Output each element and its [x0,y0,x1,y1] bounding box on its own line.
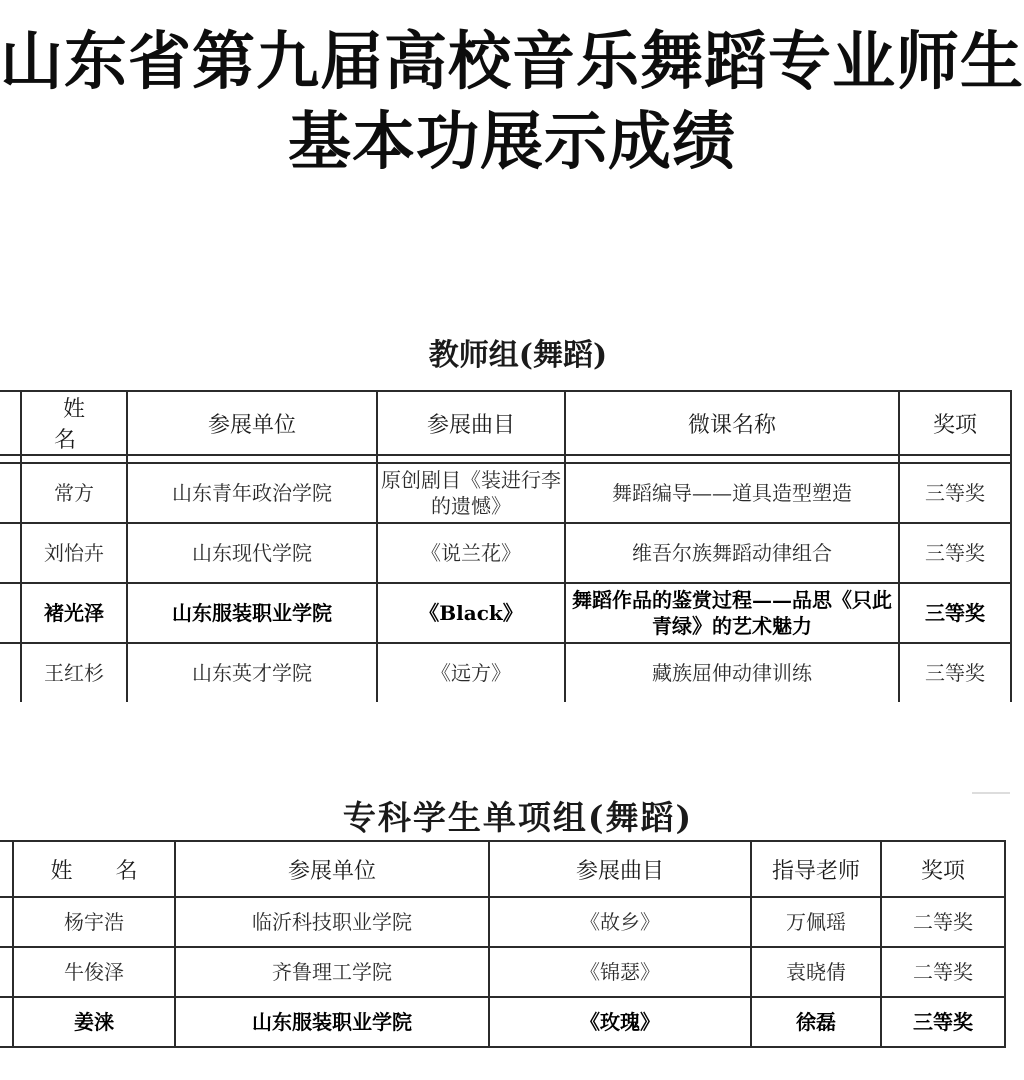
cell-course: 维吾尔族舞蹈动律组合 [565,523,899,583]
table-edge-cell [0,583,21,643]
header-name: 姓 名 [13,841,175,897]
cell-name: 褚光泽 [21,583,127,643]
table-edge-cell [0,841,13,897]
student-results-table [0,840,1006,1048]
cell-name: 常方 [21,463,127,523]
cell-unit: 山东青年政治学院 [127,463,377,523]
table-row [0,643,1011,702]
teacher-section-title: 教师组(舞蹈) [428,338,608,373]
student-table-header-row [0,841,1005,897]
table-edge-cell [0,897,13,947]
cell-award: 三等奖 [899,583,1011,643]
cell-name: 杨宇浩 [13,897,175,947]
header-piece: 参展曲目 [377,391,565,455]
table-edge-cell [0,463,21,523]
cell-name: 王红杉 [21,643,127,702]
cell-teacher: 徐磊 [751,997,881,1047]
table-edge-cell [0,643,21,702]
cell-unit: 齐鲁理工学院 [175,947,489,997]
cell-unit: 山东现代学院 [127,523,377,583]
cell-unit: 山东英才学院 [127,643,377,702]
table-edge-cell [0,523,21,583]
main-title-line-1: 山东省第九届高校音乐舞蹈专业师生 [0,25,1024,98]
cell-piece: 《说兰花》 [377,523,565,583]
table-row [0,583,1011,643]
cell-course: 藏族屈伸动律训练 [565,643,899,702]
cell-award: 三等奖 [899,643,1011,702]
cell-piece: 原创剧目《装进行李的遗憾》 [377,463,565,523]
cell-piece: 《Black》 [377,583,565,643]
header-name: 姓 名 [21,391,127,455]
cell-award: 二等奖 [881,897,1005,947]
table-gap-row [0,455,1011,463]
teacher-results-table [0,390,1012,702]
student-section-title: 专科学生单项组(舞蹈) [342,798,694,837]
table-row [0,947,1005,997]
header-award: 奖项 [899,391,1011,455]
divider-mark [972,792,1010,794]
main-title-line-2: 基本功展示成绩 [288,105,736,178]
cell-name: 刘怡卉 [21,523,127,583]
cell-piece: 《故乡》 [489,897,751,947]
cell-name: 姜涞 [13,997,175,1047]
header-course: 微课名称 [565,391,899,455]
header-teacher: 指导老师 [751,841,881,897]
cell-award: 三等奖 [881,997,1005,1047]
header-unit: 参展单位 [127,391,377,455]
cell-unit: 山东服装职业学院 [127,583,377,643]
table-row [0,897,1005,947]
cell-course: 舞蹈作品的鉴赏过程——品思《只此青绿》的艺术魅力 [565,583,899,643]
header-unit: 参展单位 [175,841,489,897]
teacher-table-header-row [0,391,1011,455]
cell-course: 舞蹈编导——道具造型塑造 [565,463,899,523]
table-row [0,463,1011,523]
header-award: 奖项 [881,841,1005,897]
table-row [0,997,1005,1047]
table-edge-cell [0,391,21,455]
table-edge-cell [0,997,13,1047]
cell-unit: 山东服装职业学院 [175,997,489,1047]
cell-teacher: 袁晓倩 [751,947,881,997]
cell-award: 三等奖 [899,523,1011,583]
table-row [0,523,1011,583]
table-edge-cell [0,947,13,997]
cell-piece: 《玫瑰》 [489,997,751,1047]
cell-piece: 《锦瑟》 [489,947,751,997]
cell-piece: 《远方》 [377,643,565,702]
cell-award: 二等奖 [881,947,1005,997]
cell-unit: 临沂科技职业学院 [175,897,489,947]
cell-name: 牛俊泽 [13,947,175,997]
header-piece: 参展曲目 [489,841,751,897]
cell-teacher: 万佩瑶 [751,897,881,947]
cell-award: 三等奖 [899,463,1011,523]
